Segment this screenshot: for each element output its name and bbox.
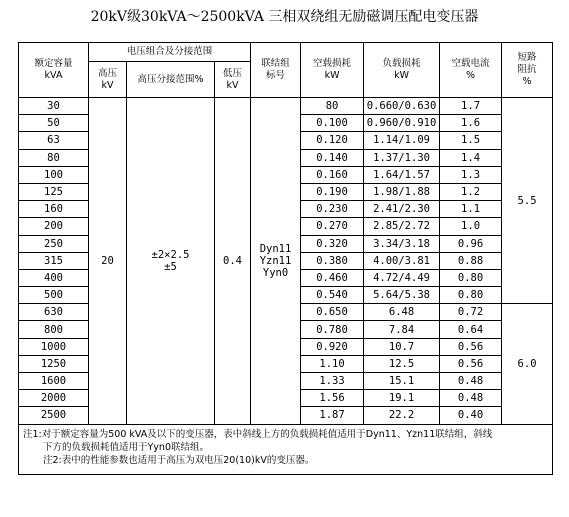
cell-no-load-loss: 0.780: [301, 321, 364, 338]
cell-no-load-current: 0.48: [440, 390, 502, 407]
cell-load-loss: 3.34/3.18: [364, 235, 440, 252]
cell-load-loss: 5.64/5.38: [364, 287, 440, 304]
header-rated-capacity: 额定容量 kVA: [19, 43, 89, 98]
cell-no-load-loss: 0.190: [301, 183, 364, 200]
cell-capacity: 100: [19, 166, 89, 183]
cell-no-load-current: 1.6: [440, 115, 502, 132]
transformer-spec-table: [18, 42, 553, 475]
table-title: 20kV级30kVA～2500kVA 三相双绕组无励磁调压配电变压器: [90, 9, 479, 25]
cell-capacity: 630: [19, 304, 89, 321]
cell-no-load-current: 0.56: [440, 338, 502, 355]
cell-no-load-loss: 0.540: [301, 287, 364, 304]
cell-load-loss: 4.00/3.81: [364, 252, 440, 269]
header-no-load-loss: 空载损耗 kW: [301, 43, 364, 98]
cell-no-load-loss: 0.460: [301, 269, 364, 286]
cell-load-loss: 1.14/1.09: [364, 132, 440, 149]
cell-no-load-current: 0.88: [440, 252, 502, 269]
cell-load-loss: 2.85/2.72: [364, 218, 440, 235]
connection-3: Yyn0: [262, 266, 289, 279]
cell-load-loss: 6.48: [364, 304, 440, 321]
cell-no-load-current: 1.1: [440, 201, 502, 218]
cell-no-load-loss: 1.56: [301, 390, 364, 407]
header-no-load-current: 空载电流 %: [440, 43, 502, 98]
cell-load-loss: 0.960/0.910: [364, 115, 440, 132]
cell-no-load-current: 1.5: [440, 132, 502, 149]
header-load-loss: 负载损耗 kW: [364, 43, 440, 98]
cell-no-load-loss: 0.230: [301, 201, 364, 218]
header-hv: 高压 kV: [89, 62, 127, 98]
cell-connection-merged: [251, 98, 301, 425]
cell-no-load-current: 1.4: [440, 149, 502, 166]
note-1-line-1: 注1:对于额定容量为500 kVA及以下的变压器，表中斜线上方的负载损耗值适用于Dyn11、Yzn11联结组，斜线: [23, 428, 493, 440]
cell-lv-merged: 0.4: [215, 98, 251, 425]
header-connection: 联结组 标号: [251, 43, 301, 98]
tap-range-2: ±5: [164, 260, 177, 273]
cell-load-loss: 4.72/4.49: [364, 269, 440, 286]
cell-capacity: 1250: [19, 355, 89, 372]
cell-no-load-current: 0.56: [440, 355, 502, 372]
header-hv-tap: 高压分接范围%: [127, 62, 215, 98]
header-voltage-group: 电压组合及分接范围: [89, 43, 251, 62]
cell-load-loss: 10.7: [364, 338, 440, 355]
table-body: [19, 98, 553, 425]
cell-load-loss: 1.37/1.30: [364, 149, 440, 166]
cell-load-loss: 2.41/2.30: [364, 201, 440, 218]
table-notes: [19, 424, 553, 474]
cell-capacity: 63: [19, 132, 89, 149]
cell-no-load-current: 0.80: [440, 269, 502, 286]
cell-no-load-loss: 0.270: [301, 218, 364, 235]
cell-load-loss: 0.660/0.630: [364, 98, 440, 115]
cell-no-load-current: 1.2: [440, 183, 502, 200]
cell-no-load-loss: 1.87: [301, 407, 364, 424]
cell-capacity: 80: [19, 149, 89, 166]
note-2: 注2:表中的性能参数也适用于高压为双电压20(10)kV的变压器。: [43, 454, 315, 466]
tap-range-1: ±2×2.5: [151, 248, 190, 261]
table-row: [19, 98, 553, 115]
cell-capacity: 2500: [19, 407, 89, 424]
cell-capacity: 30: [19, 98, 89, 115]
cell-no-load-loss: 0.650: [301, 304, 364, 321]
cell-load-loss: 12.5: [364, 355, 440, 372]
cell-no-load-current: 0.96: [440, 235, 502, 252]
cell-no-load-loss: 0.320: [301, 235, 364, 252]
cell-no-load-loss: 1.10: [301, 355, 364, 372]
cell-load-loss: 7.84: [364, 321, 440, 338]
cell-no-load-current: 0.80: [440, 287, 502, 304]
cell-capacity: 800: [19, 321, 89, 338]
cell-capacity: 160: [19, 201, 89, 218]
cell-no-load-current: 0.72: [440, 304, 502, 321]
connection-1: Dyn11: [259, 242, 292, 255]
cell-no-load-current: 1.0: [440, 218, 502, 235]
cell-capacity: 400: [19, 269, 89, 286]
cell-no-load-loss: 0.920: [301, 338, 364, 355]
cell-capacity: 2000: [19, 390, 89, 407]
cell-no-load-current: 1.3: [440, 166, 502, 183]
cell-tap-merged: [127, 98, 215, 425]
cell-capacity: 1000: [19, 338, 89, 355]
cell-load-loss: 1.64/1.57: [364, 166, 440, 183]
cell-no-load-loss: 1.33: [301, 373, 364, 390]
cell-load-loss: 22.2: [364, 407, 440, 424]
cell-no-load-current: 1.7: [440, 98, 502, 115]
cell-impedance-a: 5.5: [502, 98, 553, 304]
cell-no-load-current: 0.64: [440, 321, 502, 338]
cell-no-load-loss: 0.160: [301, 166, 364, 183]
cell-capacity: 1600: [19, 373, 89, 390]
cell-impedance-b: 6.0: [502, 304, 553, 424]
cell-no-load-loss: 0.100: [301, 115, 364, 132]
cell-capacity: 250: [19, 235, 89, 252]
header-lv: 低压 kV: [215, 62, 251, 98]
cell-load-loss: 1.98/1.88: [364, 183, 440, 200]
cell-no-load-current: 0.40: [440, 407, 502, 424]
cell-load-loss: 15.1: [364, 373, 440, 390]
cell-load-loss: 19.1: [364, 390, 440, 407]
cell-capacity: 500: [19, 287, 89, 304]
cell-no-load-loss: 0.140: [301, 149, 364, 166]
cell-capacity: 125: [19, 183, 89, 200]
note-1-line-2: 下方的负载损耗值适用于Yyn0联结组。: [43, 441, 209, 453]
header-short-circuit-impedance: 短路 阻抗 %: [502, 43, 553, 98]
cell-no-load-loss: 0.380: [301, 252, 364, 269]
cell-capacity: 200: [19, 218, 89, 235]
cell-hv-merged: 20: [89, 98, 127, 425]
cell-no-load-current: 0.48: [440, 373, 502, 390]
cell-no-load-loss: 80: [301, 98, 364, 115]
connection-2: Yzn11: [259, 254, 292, 267]
cell-capacity: 50: [19, 115, 89, 132]
cell-no-load-loss: 0.120: [301, 132, 364, 149]
cell-capacity: 315: [19, 252, 89, 269]
